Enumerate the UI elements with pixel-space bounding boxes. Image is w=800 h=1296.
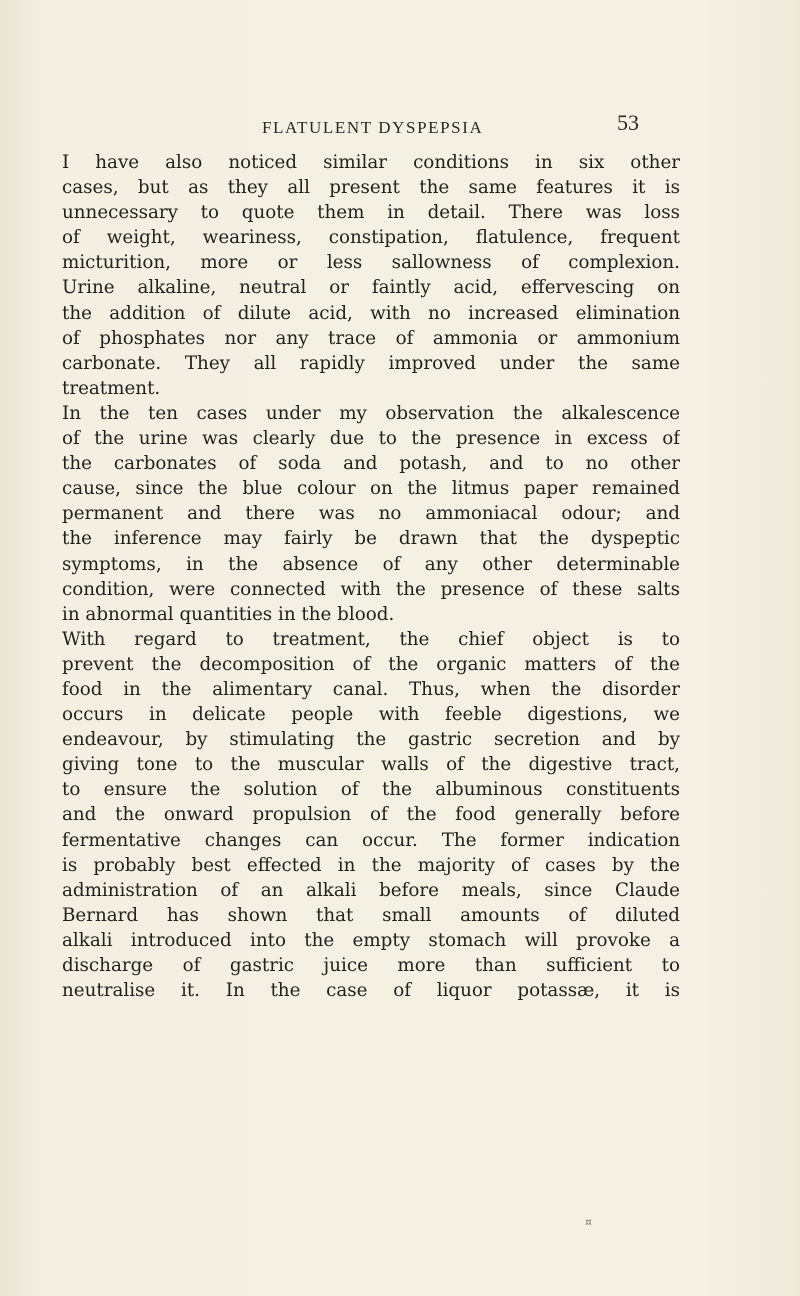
- text-line: micturition, more or less sallowness of complexion.: [62, 252, 680, 274]
- text-line: in abnormal quantities in the blood.: [62, 603, 395, 625]
- running-title: FLATULENT DYSPEPSIA: [262, 118, 484, 137]
- text-line: discharge of gastric juice more than sufficient to: [62, 955, 680, 976]
- text-line: condition, were connected with the presence of these salts: [62, 578, 680, 600]
- text-line: neutralise it. In the case of liquor potassæ, it is: [62, 980, 680, 1002]
- text-line: giving tone to the muscular walls of the digestive tract,: [62, 754, 680, 776]
- text-line: the addition of dilute acid, with no increased elimination: [62, 302, 680, 324]
- text-line: In the ten cases under my observation the alkalescence: [62, 402, 680, 424]
- text-line: fermentative changes can occur. The former indication: [62, 829, 680, 851]
- text-line: cause, since the blue colour on the litmus paper remained: [62, 478, 680, 500]
- text-line: I have also noticed similar conditions in six other: [62, 152, 680, 173]
- text-line: treatment.: [62, 377, 161, 399]
- signature-mark: ¤: [585, 1216, 592, 1229]
- text-line: of weight, weariness, constipation, flatulence, frequent: [62, 227, 680, 249]
- text-line: cases, but as they all present the same features it is: [62, 177, 680, 199]
- text-line: permanent and there was no ammoniacal odour; and: [62, 503, 680, 525]
- text-line: Bernard has shown that small amounts of diluted: [62, 904, 680, 926]
- text-line: endeavour, by stimulating the gastric secretion and by: [62, 729, 680, 751]
- page-header: [0, 110, 800, 142]
- text-line: administration of an alkali before meals, since Claude: [62, 879, 680, 901]
- text-line: carbonate. They all rapidly improved under the same: [62, 352, 680, 374]
- text-line: With regard to treatment, the chief object is to: [62, 628, 680, 650]
- text-line: Urine alkaline, neutral or faintly acid, effervescing on: [62, 277, 680, 299]
- body-text: [62, 150, 680, 1003]
- text-line: unnecessary to quote them in detail. There was loss: [62, 202, 680, 224]
- text-line: is probably best effected in the majority of cases by the: [62, 854, 680, 876]
- text-line: of the urine was clearly due to the presence in excess of: [62, 428, 680, 450]
- text-line: food in the alimentary canal. Thus, when the disorder: [62, 678, 680, 700]
- text-line: of phosphates nor any trace of ammonia or ammonium: [62, 327, 680, 349]
- text-line: occurs in delicate people with feeble digestions, we: [62, 704, 680, 726]
- text-line: the inference may fairly be drawn that the dyspeptic: [62, 528, 680, 550]
- page-number: 53: [617, 110, 639, 135]
- text-line: alkali introduced into the empty stomach will provoke a: [62, 929, 680, 951]
- text-line: prevent the decomposition of the organic matters of the: [62, 653, 680, 675]
- text-line: and the onward propulsion of the food generally before: [62, 804, 680, 826]
- text-line: to ensure the solution of the albuminous constituents: [62, 779, 680, 801]
- text-line: the carbonates of soda and potash, and to no other: [62, 453, 680, 475]
- text-line: symptoms, in the absence of any other determinable: [62, 553, 680, 575]
